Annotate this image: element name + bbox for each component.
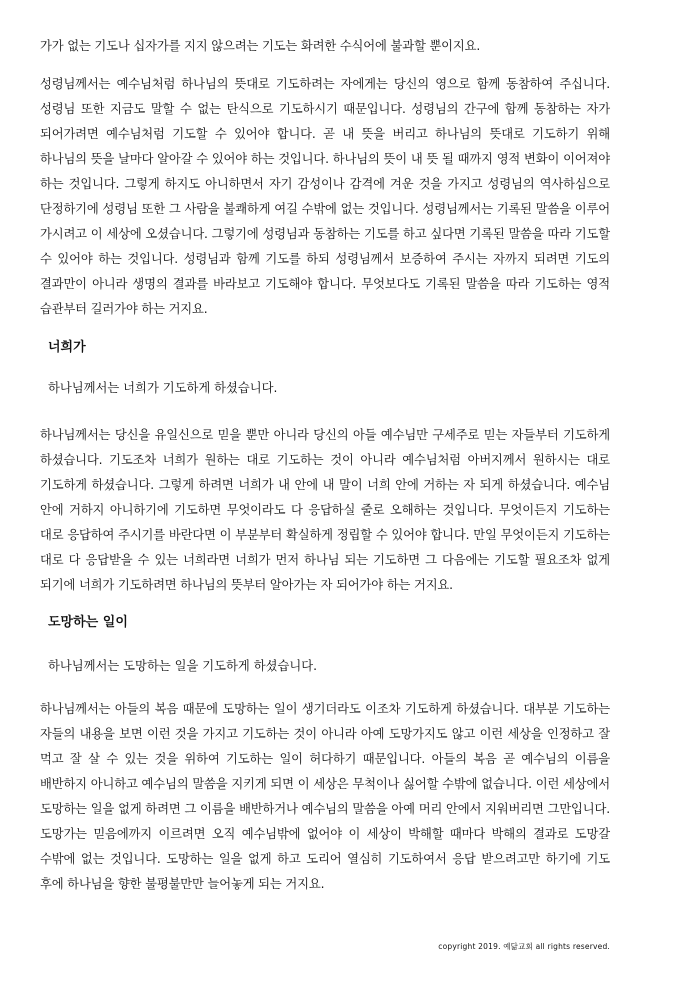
section-heading-you: 너희가 [48,340,86,355]
section-lead-you: 하나님께서는 너희가 기도하게 하셨습니다. [48,381,278,395]
section-heading-flee: 도망하는 일이 [48,615,128,630]
copyright-footer: copyright 2019. 예닮교회 all rights reserved. [438,942,610,951]
paragraph-holy-spirit: 성령님께서는 예수님처럼 하나님의 뜻대로 기도하려는 자에게는 당신의 영으로 함께 동참하여 주십니다. 성령님 또한 지금도 말할 수 없는 탄식으로 기도하시기 때문입니다. 성령님의 간구에 함께 동참하는 자가 되어가려면 예수님처럼 기도할 수 있어야 합니다. 곧 내 뜻을 버리고 하나님의 뜻대로 기도하기 위해 하나님의 뜻을 날마다 알아갈 수 있어야 하는 것입니다. 하나님의 뜻이 내 뜻 될 때까지 영적 변화이 이어져야 하는 것입니다. 그렇게 하지도 아니하면서 자기 감성이나 감격에 겨운 것을 가지고 성령님의 역사하심으로 단정하기에 성령님 또한 그 사람을 불쾌하게 여길 수밖에 없는 것입니다. 성령님께서는 기록된 말씀을 이루어 가시려고 이 세상에 오셨습니다. 그렇기에 성령님과 동참하는 기도를 하고 싶다면 기록된 말씀을 따라 기도할 수 있어야 하는 것입니다. 성령님과 함께 기도를 하되 성령님께서 보증하여 주시는 자까지 되려면 기도의 결과만이 아니라 생명의 결과를 바라보고 기도해야 합니다. 무엇보다도 기록된 말씀을 따라 기도하는 영적 습관부터 길러가야 하는 거지요. [40,77,610,316]
section-lead-flee: 하나님께서는 도망하는 일을 기도하게 하셨습니다. [48,659,317,673]
paragraph-intro-tail: 가가 없는 기도나 십자가를 지지 않으려는 기도는 화려한 수식어에 불과할 뿐이지요. [40,39,481,53]
paragraph-flee: 하나님께서는 아들의 복음 때문에 도망하는 일이 생기더라도 이조차 기도하게 하셨습니다. 대부분 기도하는 자들의 내용을 보면 이런 것을 가지고 기도하는 것이 아니라 아예 도망가지도 않고 이런 세상을 인정하고 잘 먹고 잘 살 수 있는 것을 위하여 기도하는 일이 허다하기 때문입니다. 아들의 복음 곧 예수님의 이름을 배반하지 아니하고 예수님의 말씀을 지키게 되면 이 세상은 무척이나 싫어할 수밖에 없습니다. 이런 세상에서 도망하는 일을 없게 하려면 그 이름을 배반하거나 예수님의 말씀을 아예 머리 안에서 지워버리면 그만입니다. 도망가는 믿음에까지 이르려면 오직 예수님밖에 없어야 이 세상이 박해할 때마다 박해의 결과로 도망갈 수밖에 없는 것입니다. 도망하는 일을 없게 하고 도리어 열심히 기도하여서 응답 받으려고만 하기에 기도 후에 하나님을 향한 불평불만만 늘어놓게 되는 거지요. [40,702,610,891]
paragraph-you: 하나님께서는 당신을 유일신으로 믿을 뿐만 아니라 당신의 아들 예수님만 구세주로 믿는 자들부터 기도하게 하셨습니다. 기도조차 너희가 원하는 대로 기도하는 것이 아니라 예수님처럼 아버지께서 원하시는 대로 기도하게 하셨습니다. 그렇게 하려면 너희가 내 안에 내 말이 너희 안에 거하는 자 되게 하셨습니다. 예수님 안에 거하지 아니하기에 기도하면 무엇이라도 다 응답하실 줄로 오해하는 것입니다. 무엇이든지 기도하는 대로 응답하여 주시기를 바란다면 이 부분부터 확실하게 정립할 수 있어야 합니다. 만일 무엇이든지 기도하는 대로 다 응답받을 수 있는 너희라면 너희가 먼저 하나님 되는 기도하면 그 다음에는 기도할 필요조차 없게 되기에 너희가 기도하려면 하나님의 뜻부터 알아가는 자 되어가야 하는 거지요. [40,428,610,592]
